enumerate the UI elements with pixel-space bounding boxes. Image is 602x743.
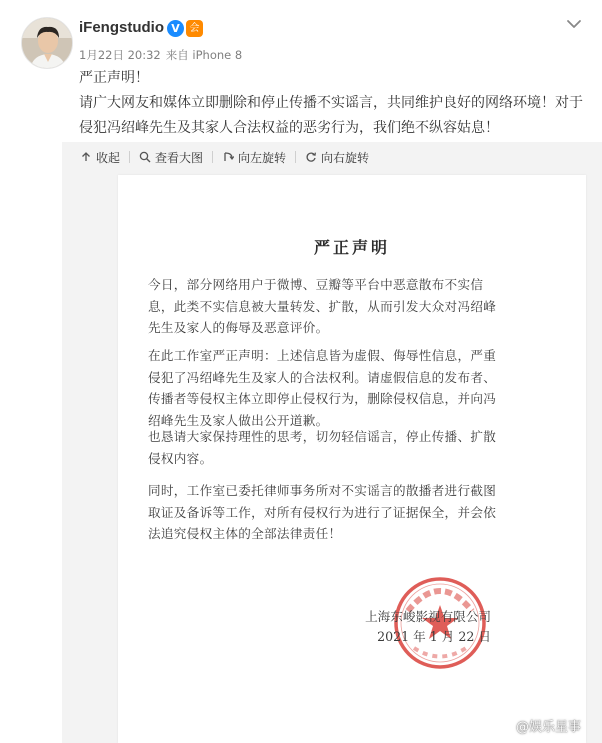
document-paragraph: 今日，部分网络用户于微博、豆瓣等平台中恶意散布不实信息，此类不实信息被大量转发、扩散，从而引发大众对冯绍峰先生及家人的侮辱及恶意评价。 xyxy=(148,277,497,335)
view-large-button[interactable] xyxy=(139,149,203,166)
statement-document[interactable] xyxy=(118,175,586,743)
toolbar-divider xyxy=(129,151,130,163)
collapse-label: 收起 xyxy=(96,150,121,165)
member-icon[interactable]: 会 xyxy=(186,20,203,37)
weibo-watermark xyxy=(497,716,581,735)
rotate-right-button[interactable] xyxy=(305,149,369,166)
verified-icon: V xyxy=(167,20,184,37)
watermark-text: @娱乐星事 xyxy=(516,720,582,735)
document-date: 2021 年 1 月 22 日 xyxy=(377,629,491,644)
weibo-icon xyxy=(497,719,513,732)
rotate-left-icon xyxy=(222,151,234,163)
document-paragraph: 在此工作室严正声明：上述信息皆为虚假、侮辱性信息，严重侵犯了冯绍峰先生及家人的合法权利。请虚假信息的发布者、传播者等侵权主体立即停止侵权行为，删除侵权信息，并向冯绍峰先生及家人做出公开道歉。 xyxy=(148,348,497,428)
post-text xyxy=(79,66,589,141)
rotate-left-button[interactable] xyxy=(222,149,286,166)
post-source: 来自 iPhone 8 xyxy=(165,48,243,62)
toolbar-divider xyxy=(295,151,296,163)
toolbar-divider xyxy=(212,151,213,163)
document-paragraph: 也恳请大家保持理性的思考，切勿轻信谣言，停止传播、扩散侵权内容。 xyxy=(148,429,497,466)
rotate-right-label: 向右旋转 xyxy=(321,150,370,165)
username[interactable]: iFengstudio xyxy=(79,19,164,36)
more-chevron-icon[interactable] xyxy=(565,17,583,31)
post-text-line1: 严正声明！ xyxy=(79,70,149,86)
collapse-button[interactable] xyxy=(80,149,120,166)
post-header xyxy=(0,0,602,72)
document-paragraph: 同时，工作室已委托律师事务所对不实谣言的散播者进行截图取证及备诉等工作，对所有侵权行为进行了证据保全，并会依法追究侵权主体的全部法律责任！ xyxy=(148,483,497,541)
post-meta xyxy=(79,47,247,63)
image-toolbar xyxy=(62,142,602,172)
post-text-body: 请广大网友和媒体立即删除和停止传播不实谣言，共同维护良好的网络环境！对于侵犯冯绍峰先生及其家人合法权益的恶劣行为，我们绝不纵容姑息！ xyxy=(79,95,583,136)
rotate-right-icon xyxy=(305,151,317,163)
avatar-image xyxy=(22,18,73,69)
zoom-icon xyxy=(139,151,151,163)
view-large-label: 查看大图 xyxy=(155,150,204,165)
rotate-left-label: 向左旋转 xyxy=(238,150,287,165)
collapse-icon xyxy=(80,151,92,163)
document-company: 上海东峻影视有限公司 xyxy=(365,609,491,624)
post-date[interactable]: 1月22日 20:32 xyxy=(79,48,161,62)
document-title: 严正声明 xyxy=(313,238,390,257)
avatar[interactable] xyxy=(21,17,73,69)
